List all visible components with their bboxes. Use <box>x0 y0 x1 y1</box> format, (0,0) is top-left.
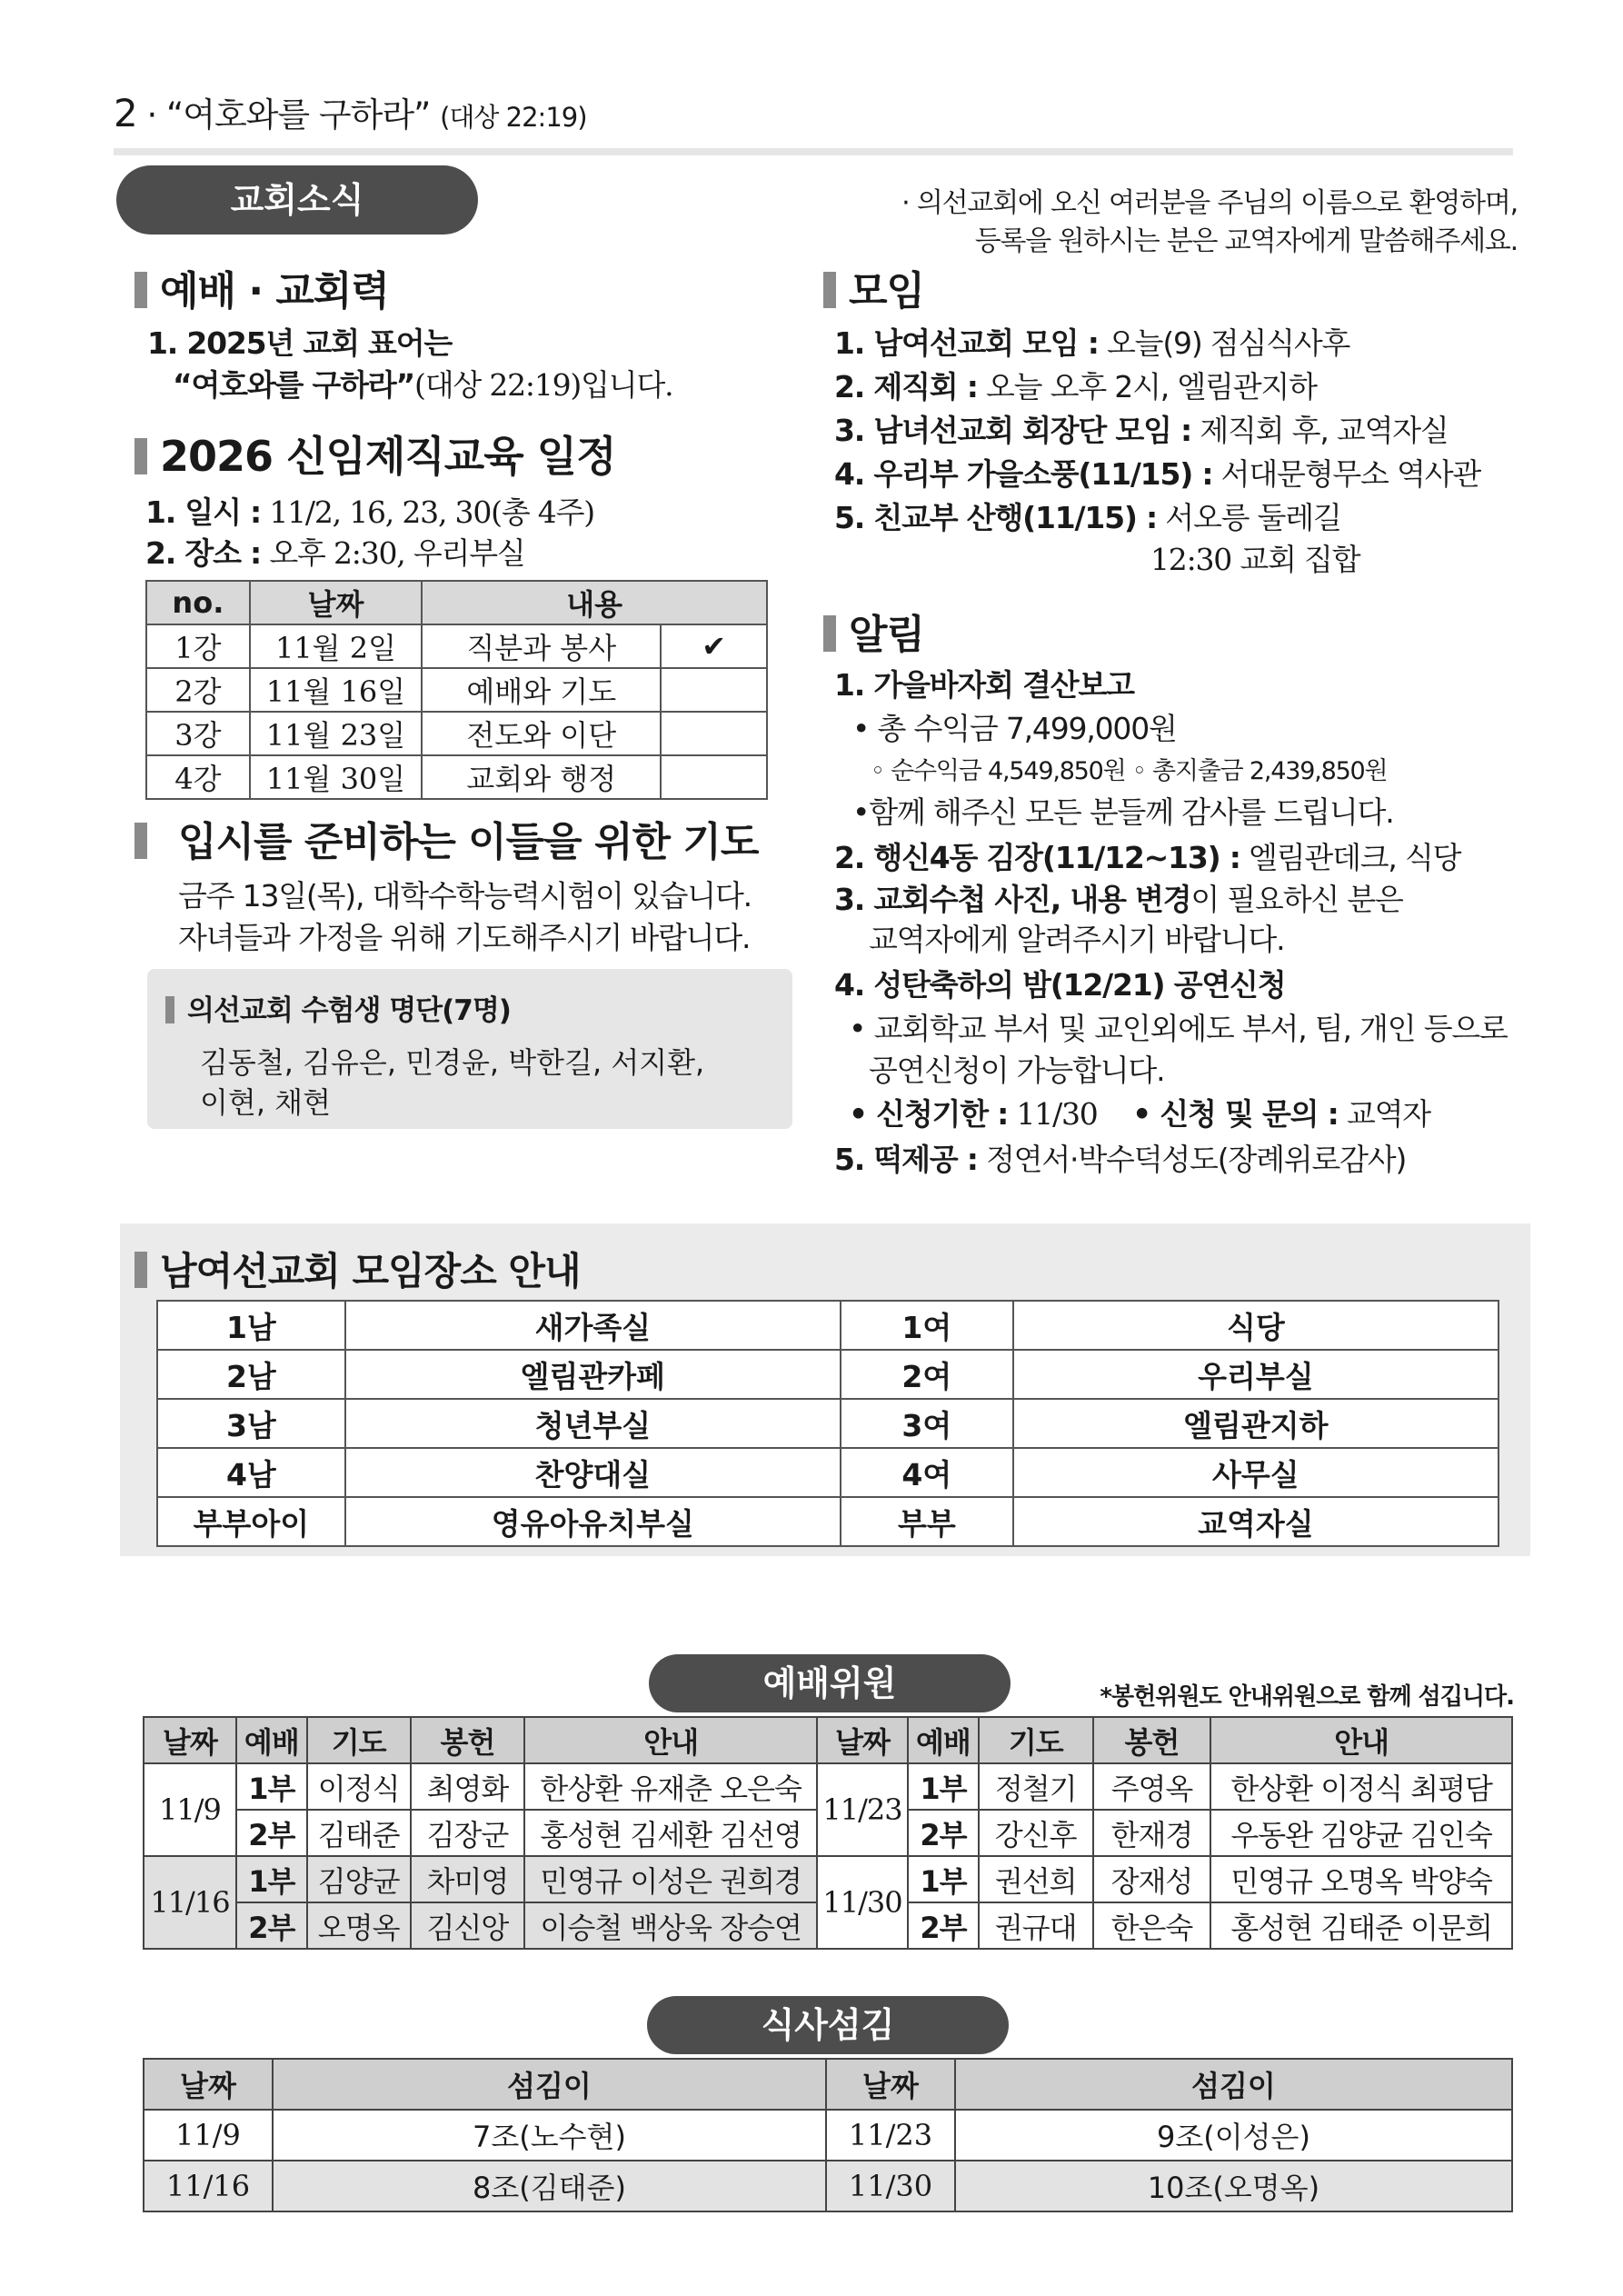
cell: 민영규 이성은 권희경 <box>524 1856 817 1902</box>
notice-value: 이 필요하신 분은 <box>1190 882 1403 917</box>
col-date: 날짜 <box>826 2059 955 2110</box>
cell: 한재경 <box>1093 1810 1211 1856</box>
notice-3 <box>834 876 1403 919</box>
cell: 교회와 행정 <box>422 755 661 799</box>
section-title: 모임 <box>849 268 925 314</box>
cell: 1부 <box>236 1763 307 1810</box>
training-place <box>145 530 525 573</box>
cell: 직분과 봉사 <box>422 624 661 668</box>
cell: 김신앙 <box>411 1902 525 1949</box>
col-guide: 안내 <box>1210 1717 1512 1763</box>
check-icon: ✔ <box>661 624 767 668</box>
cell: 이정식 <box>307 1763 411 1810</box>
header-separator: · <box>146 95 157 135</box>
cell: 10조(오명옥) <box>955 2161 1512 2211</box>
col-guide: 안내 <box>524 1717 817 1763</box>
cell: 김양균 <box>307 1856 411 1902</box>
prayer-line-1: 금주 13일(목), 대학수학능력시험이 있습니다. <box>178 878 752 913</box>
cell: 11월 16일 <box>250 668 422 712</box>
meeting-item-1 <box>834 320 1349 363</box>
meeting-item-2 <box>834 364 1317 406</box>
cell: 1부 <box>908 1763 979 1810</box>
notice-4-line-2: 공연신청이 가능합니다. <box>869 1053 1165 1088</box>
section-title: 예배 · 교회력 <box>160 268 389 314</box>
motto-text: “여호와를 구하라” <box>173 367 415 403</box>
meal-service-table <box>143 2058 1513 2212</box>
page-header <box>114 87 587 136</box>
section-bar <box>134 438 147 474</box>
cell: 1부 <box>908 1856 979 1902</box>
table-row <box>144 1763 1512 1810</box>
worship-staff-table <box>143 1716 1513 1950</box>
section-title: 2026 신임제직교육 일정 <box>160 432 616 481</box>
cell <box>661 755 767 799</box>
col-date: 날짜 <box>144 2059 273 2110</box>
notice-label: 2. 행신4동 김장(11/12~13) : <box>834 840 1240 875</box>
section-title: 입시를 준비하는 이들을 위한 기도 <box>178 819 759 865</box>
date-cell: 11/9 <box>144 1763 236 1856</box>
section-title: 알림 <box>849 612 925 658</box>
cell: 4강 <box>146 755 250 799</box>
welcome-line-1: · 의선교회에 오신 여러분을 주님의 이름으로 환영하며, <box>901 187 1518 219</box>
notice-label: • 신청기한 : <box>849 1096 1009 1132</box>
table-row <box>146 712 767 755</box>
notice-label: 5. 떡제공 : <box>834 1142 978 1177</box>
cell: 한상환 유재춘 오은숙 <box>524 1763 817 1810</box>
meeting-value: 서오릉 둘레길 <box>1157 500 1341 535</box>
notice-3-line-2: 교역자에게 알려주시기 바랍니다. <box>869 922 1285 957</box>
cell: 1부 <box>236 1856 307 1902</box>
cell: 오명옥 <box>307 1902 411 1949</box>
cell: 2부 <box>908 1810 979 1856</box>
notice-1: 1. 가을바자회 결산보고 <box>834 667 1134 703</box>
students-box <box>147 969 792 1129</box>
col-date: 날짜 <box>144 1717 236 1763</box>
cell: 부부 <box>841 1497 1013 1546</box>
meeting-item-3 <box>834 407 1449 450</box>
cell: 한상환 이정식 최평담 <box>1210 1763 1512 1810</box>
cell: 강신후 <box>979 1810 1093 1856</box>
cell: 2강 <box>146 668 250 712</box>
training-place-value: 오후 2:30, 우리부실 <box>269 535 525 571</box>
table-row <box>146 668 767 712</box>
cell: 권규대 <box>979 1902 1093 1949</box>
cell: 3강 <box>146 712 250 755</box>
cell: 이승철 백상욱 장승연 <box>524 1902 817 1949</box>
cell: 1여 <box>841 1301 1013 1350</box>
welcome-line-2: 등록을 원하시는 분은 교역자에게 말씀해주세요. <box>974 225 1518 257</box>
worship-staff-pill: 예배위원 <box>649 1654 1011 1712</box>
cell: 권선희 <box>979 1856 1093 1902</box>
date-cell: 11/23 <box>817 1763 908 1856</box>
places-table <box>156 1300 1499 1547</box>
table-header <box>144 1717 1512 1763</box>
students-title-text: 의선교회 수험생 명단(7명) <box>187 994 511 1027</box>
section-meetings <box>823 258 924 316</box>
student-names-1: 김동철, 김유은, 민경윤, 박한길, 서지환, <box>200 1045 705 1080</box>
page-number: 2 <box>114 91 137 135</box>
training-date <box>145 489 594 532</box>
cell: 11월 2일 <box>250 624 422 668</box>
notice-value: 교역자 <box>1338 1096 1430 1132</box>
training-place-label: 2. 장소 : <box>145 535 262 571</box>
cell: 영유아유치부실 <box>345 1497 841 1546</box>
cell: 정철기 <box>979 1763 1093 1810</box>
cell: 최영화 <box>411 1763 525 1810</box>
cell: 11월 23일 <box>250 712 422 755</box>
cell: 엘림관지하 <box>1013 1399 1499 1448</box>
meeting-item-4 <box>834 451 1480 494</box>
cell: 청년부실 <box>345 1399 841 1448</box>
cell: 1남 <box>157 1301 345 1350</box>
cell: 8조(김태준) <box>273 2161 826 2211</box>
meeting-label: 2. 제직회 : <box>834 369 978 404</box>
cell: 홍성현 김세환 김선영 <box>524 1810 817 1856</box>
cell: 2부 <box>908 1902 979 1949</box>
cell: 주영옥 <box>1093 1763 1211 1810</box>
training-table <box>145 580 768 800</box>
cell: 식당 <box>1013 1301 1499 1350</box>
motto-line-2 <box>173 362 672 404</box>
cell: 예배와 기도 <box>422 668 661 712</box>
col-prayer: 기도 <box>307 1717 411 1763</box>
motto-ref: (대상 22:19)입니다. <box>414 367 673 403</box>
cell: 2부 <box>236 1902 307 1949</box>
section-bar <box>134 1252 147 1288</box>
meeting-item-5 <box>834 494 1341 537</box>
header-divider <box>114 148 1513 155</box>
cell: 11월 30일 <box>250 755 422 799</box>
cell: 부부아이 <box>157 1497 345 1546</box>
col-prayer: 기도 <box>979 1717 1093 1763</box>
cell: 11/16 <box>144 2161 273 2211</box>
section-notices <box>823 602 924 660</box>
section-prayer <box>134 809 758 867</box>
date-cell: 11/16 <box>144 1856 236 1949</box>
cell: 사무실 <box>1013 1448 1499 1497</box>
cell: 4여 <box>841 1448 1013 1497</box>
section-worship-calendar <box>134 258 389 316</box>
cell: 교역자실 <box>1013 1497 1499 1546</box>
col-content: 내용 <box>422 581 767 624</box>
cell: 한은숙 <box>1093 1902 1211 1949</box>
cell: 1강 <box>146 624 250 668</box>
table-header <box>146 581 767 624</box>
col-server: 섬김이 <box>955 2059 1512 2110</box>
students-box-title <box>165 987 511 1028</box>
table-row <box>157 1448 1499 1497</box>
cell: 9조(이성은) <box>955 2110 1512 2161</box>
cell: 김장군 <box>411 1810 525 1856</box>
student-names-2: 이현, 채현 <box>200 1085 331 1120</box>
notice-value: 정연서·박수덕성도(장례위로감사) <box>977 1142 1407 1177</box>
meal-service-pill: 식사섬김 <box>647 1996 1009 2054</box>
training-date-label: 1. 일시 : <box>145 494 262 530</box>
cell: 11/9 <box>144 2110 273 2161</box>
cell: 우동완 김양균 김인숙 <box>1210 1810 1512 1856</box>
cell: 민영규 오명옥 박양숙 <box>1210 1856 1512 1902</box>
cell: 3남 <box>157 1399 345 1448</box>
meeting-label: 5. 친교부 산행(11/15) : <box>834 500 1158 535</box>
worship-staff-note: *봉헌위원도 안내위원으로 함께 섬깁니다. <box>1100 1683 1514 1711</box>
cell: 11/23 <box>826 2110 955 2161</box>
meeting-value: 오늘(9) 점심식사후 <box>1098 325 1350 361</box>
cell: 2여 <box>841 1350 1013 1399</box>
table-row <box>157 1497 1499 1546</box>
cell: 홍성현 김태준 이문희 <box>1210 1902 1512 1949</box>
meeting-value: 제직회 후, 교역자실 <box>1191 413 1449 448</box>
table-row <box>157 1301 1499 1350</box>
cell: 11/30 <box>826 2161 955 2211</box>
table-header <box>144 2059 1512 2110</box>
date-cell: 11/30 <box>817 1856 908 1949</box>
col-offering: 봉헌 <box>1093 1717 1211 1763</box>
meeting-label: 1. 남여선교회 모임 : <box>834 325 1099 361</box>
cell: 우리부실 <box>1013 1350 1499 1399</box>
col-service: 예배 <box>236 1717 307 1763</box>
section-bar <box>823 272 836 308</box>
cell: 2부 <box>236 1810 307 1856</box>
meeting-value: 서대문형무소 역사관 <box>1212 456 1481 492</box>
col-offering: 봉헌 <box>411 1717 525 1763</box>
table-row <box>144 2161 1512 2211</box>
col-date: 날짜 <box>250 581 422 624</box>
col-service: 예배 <box>908 1717 979 1763</box>
meeting-label: 4. 우리부 가을소풍(11/15) : <box>834 456 1213 492</box>
notice-4-deadline <box>849 1091 1430 1133</box>
cell: 새가족실 <box>345 1301 841 1350</box>
section-bar <box>134 823 147 859</box>
meeting-value: 오늘 오후 2시, 엘림관지하 <box>977 369 1317 404</box>
notice-1-total: • 총 수익금 7,499,000원 <box>852 711 1177 746</box>
col-server: 섬김이 <box>273 2059 826 2110</box>
col-date: 날짜 <box>817 1717 908 1763</box>
cell: 2남 <box>157 1350 345 1399</box>
table-row <box>146 624 767 668</box>
cell <box>661 668 767 712</box>
section-title: 남여선교회 모임장소 안내 <box>160 1249 581 1293</box>
notice-label: • 신청 및 문의 : <box>1132 1096 1339 1132</box>
cell <box>661 712 767 755</box>
notice-value: 엘림관데크, 식당 <box>1240 840 1461 875</box>
cell: 장재성 <box>1093 1856 1211 1902</box>
cell: 전도와 이단 <box>422 712 661 755</box>
notice-4: 4. 성탄축하의 밤(12/21) 공연신청 <box>834 967 1286 1003</box>
notice-value: 11/30 <box>1008 1096 1098 1132</box>
table-row <box>157 1399 1499 1448</box>
table-row <box>144 2110 1512 2161</box>
cell: 엘림관카페 <box>345 1350 841 1399</box>
section-places <box>134 1242 581 1296</box>
notice-1-detail: ◦ 순수익금 4,549,850원 ◦ 총지출금 2,439,850원 <box>871 757 1388 785</box>
notice-2 <box>834 834 1460 877</box>
cell: 3여 <box>841 1399 1013 1448</box>
meeting-item-5-line-2: 12:30 교회 집합 <box>1150 542 1360 577</box>
meeting-label: 3. 남녀선교회 회장단 모임 : <box>834 413 1192 448</box>
church-news-pill: 교회소식 <box>116 165 478 235</box>
notice-1-thanks: •함께 해주신 모든 분들께 감사를 드립니다. <box>852 794 1394 830</box>
cell: 김태준 <box>307 1810 411 1856</box>
col-no: no. <box>146 581 250 624</box>
header-motto: “여호와를 구하라” <box>166 95 431 135</box>
notice-5 <box>834 1136 1406 1179</box>
section-bar <box>134 272 147 308</box>
cell: 4남 <box>157 1448 345 1497</box>
table-row <box>144 1856 1512 1902</box>
cell: 찬양대실 <box>345 1448 841 1497</box>
section-training <box>134 424 616 484</box>
training-date-value: 11/2, 16, 23, 30(총 4주) <box>269 494 594 530</box>
notice-4-line-1: • 교회학교 부서 및 교인외에도 부서, 팀, 개인 등으로 <box>849 1011 1508 1046</box>
notice-label: 3. 교회수첩 사진, 내용 변경 <box>834 882 1191 917</box>
header-reference: (대상 22:19) <box>440 102 587 133</box>
table-row <box>157 1350 1499 1399</box>
section-bar <box>165 996 174 1023</box>
section-bar <box>823 615 836 652</box>
motto-line-1: 1. 2025년 교회 표어는 <box>147 325 453 361</box>
prayer-line-2: 자녀들과 가정을 위해 기도해주시기 바랍니다. <box>178 920 751 955</box>
table-row <box>146 755 767 799</box>
cell: 차미영 <box>411 1856 525 1902</box>
cell: 7조(노수현) <box>273 2110 826 2161</box>
